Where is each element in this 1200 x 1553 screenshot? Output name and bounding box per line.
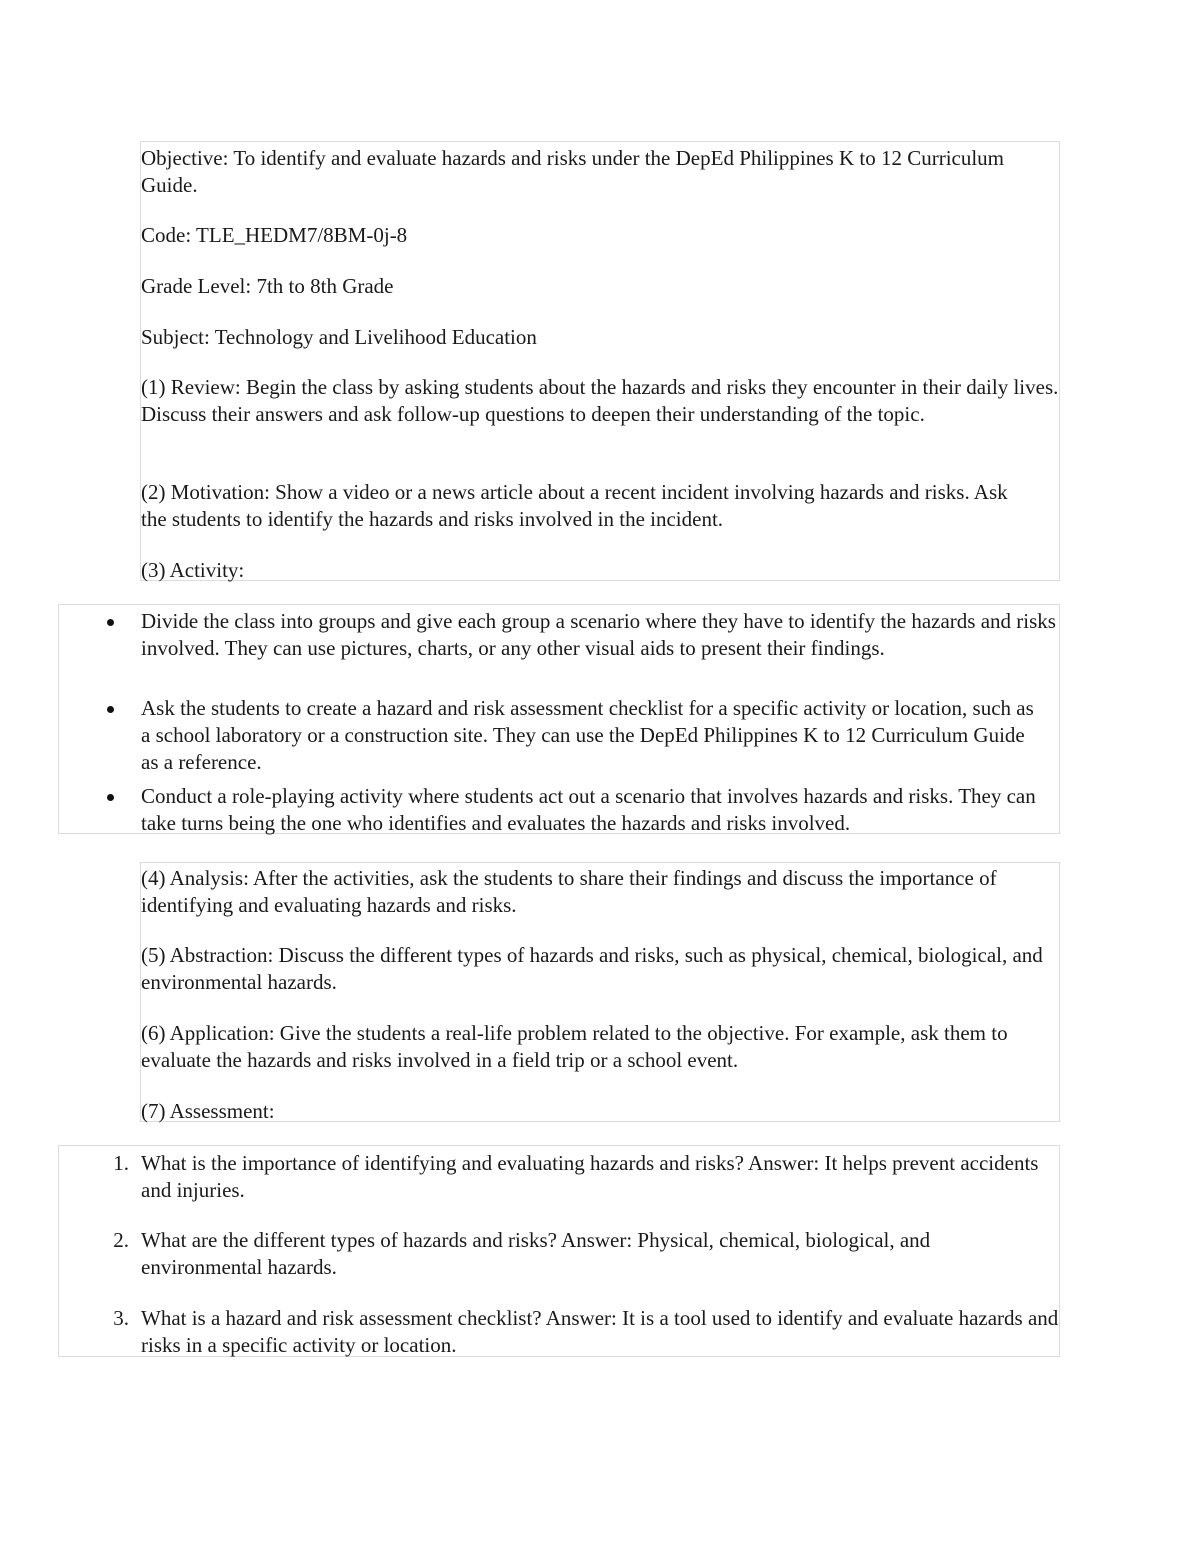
- activity-item-text: Conduct a role-playing activity where students act out a scenario that involves hazards and risks. They can take turns being the one who identifies and evaluates the hazards and risks involved.: [141, 784, 1036, 835]
- grade-level-text: Grade Level: 7th to 8th Grade: [141, 274, 394, 298]
- assessment-item-text: What are the different types of hazards and risks? Answer: Physical, chemical, biological, and environmental hazards.: [141, 1228, 931, 1279]
- list-item: [141, 783, 1059, 837]
- activity-item-text: Divide the class into groups and give each group a scenario where they have to identify the hazards and risks involved. They can use pictures, charts, or any other visual aids to present their findings.: [141, 609, 1056, 660]
- analysis-text: (4) Analysis: After the activities, ask the students to share their findings and discuss the importance of identifying and evaluating hazards and risks.: [141, 866, 997, 917]
- list-number: 3.: [113, 1306, 129, 1330]
- objective-text: Objective: To identify and evaluate hazards and risks under the DepEd Philippines K to 12 Curriculum Guide.: [141, 146, 1005, 197]
- activity-heading: (3) Activity:: [141, 558, 245, 582]
- review-text: (1) Review: Begin the class by asking students about the hazards and risks they encounter in their daily lives. Discuss their answers and ask follow-up questions to deepen their understanding of the topic.: [141, 375, 1059, 426]
- assessment-item-text: What is a hazard and risk assessment checklist? Answer: It is a tool used to identify and evaluate hazards and risks in a specific activity or location.: [141, 1306, 1059, 1357]
- application-text: (6) Application: Give the students a real-life problem related to the objective. For example, ask them to evaluate the hazards and risks involved in a field trip or a school event.: [141, 1021, 1008, 1072]
- subject-text: Subject: Technology and Livelihood Education: [141, 325, 537, 349]
- list-item: [113, 1150, 1059, 1204]
- bullet-icon: [107, 619, 114, 626]
- activity-item-text: Ask the students to create a hazard and risk assessment checklist for a specific activity or location, such as a school laboratory or a construction site. They can use the DepEd Philippines K to 12 Curriculum Guide as a reference.: [141, 696, 1034, 774]
- code-text: Code: TLE_HEDM7/8BM-0j-8: [141, 223, 408, 247]
- motivation-text: (2) Motivation: Show a video or a news article about a recent incident involving hazards and risks. Ask the students to identify the hazards and risks involved in the incident.: [141, 480, 1008, 531]
- bullet-icon: [107, 706, 114, 713]
- list-item: [113, 1305, 1059, 1359]
- bullet-icon: [107, 794, 114, 801]
- abstraction-text: (5) Abstraction: Discuss the different types of hazards and risks, such as physical, chemical, biological, and environmental hazards.: [141, 943, 1043, 994]
- list-item: [113, 1227, 1041, 1281]
- assessment-item-text: What is the importance of identifying and evaluating hazards and risks? Answer: It helps prevent accidents and injuries.: [141, 1151, 1039, 1202]
- assessment-heading: (7) Assessment:: [141, 1099, 275, 1123]
- list-item: [141, 695, 1046, 776]
- list-number: 2.: [113, 1228, 129, 1252]
- list-number: 1.: [113, 1151, 129, 1175]
- list-item: [141, 608, 1059, 662]
